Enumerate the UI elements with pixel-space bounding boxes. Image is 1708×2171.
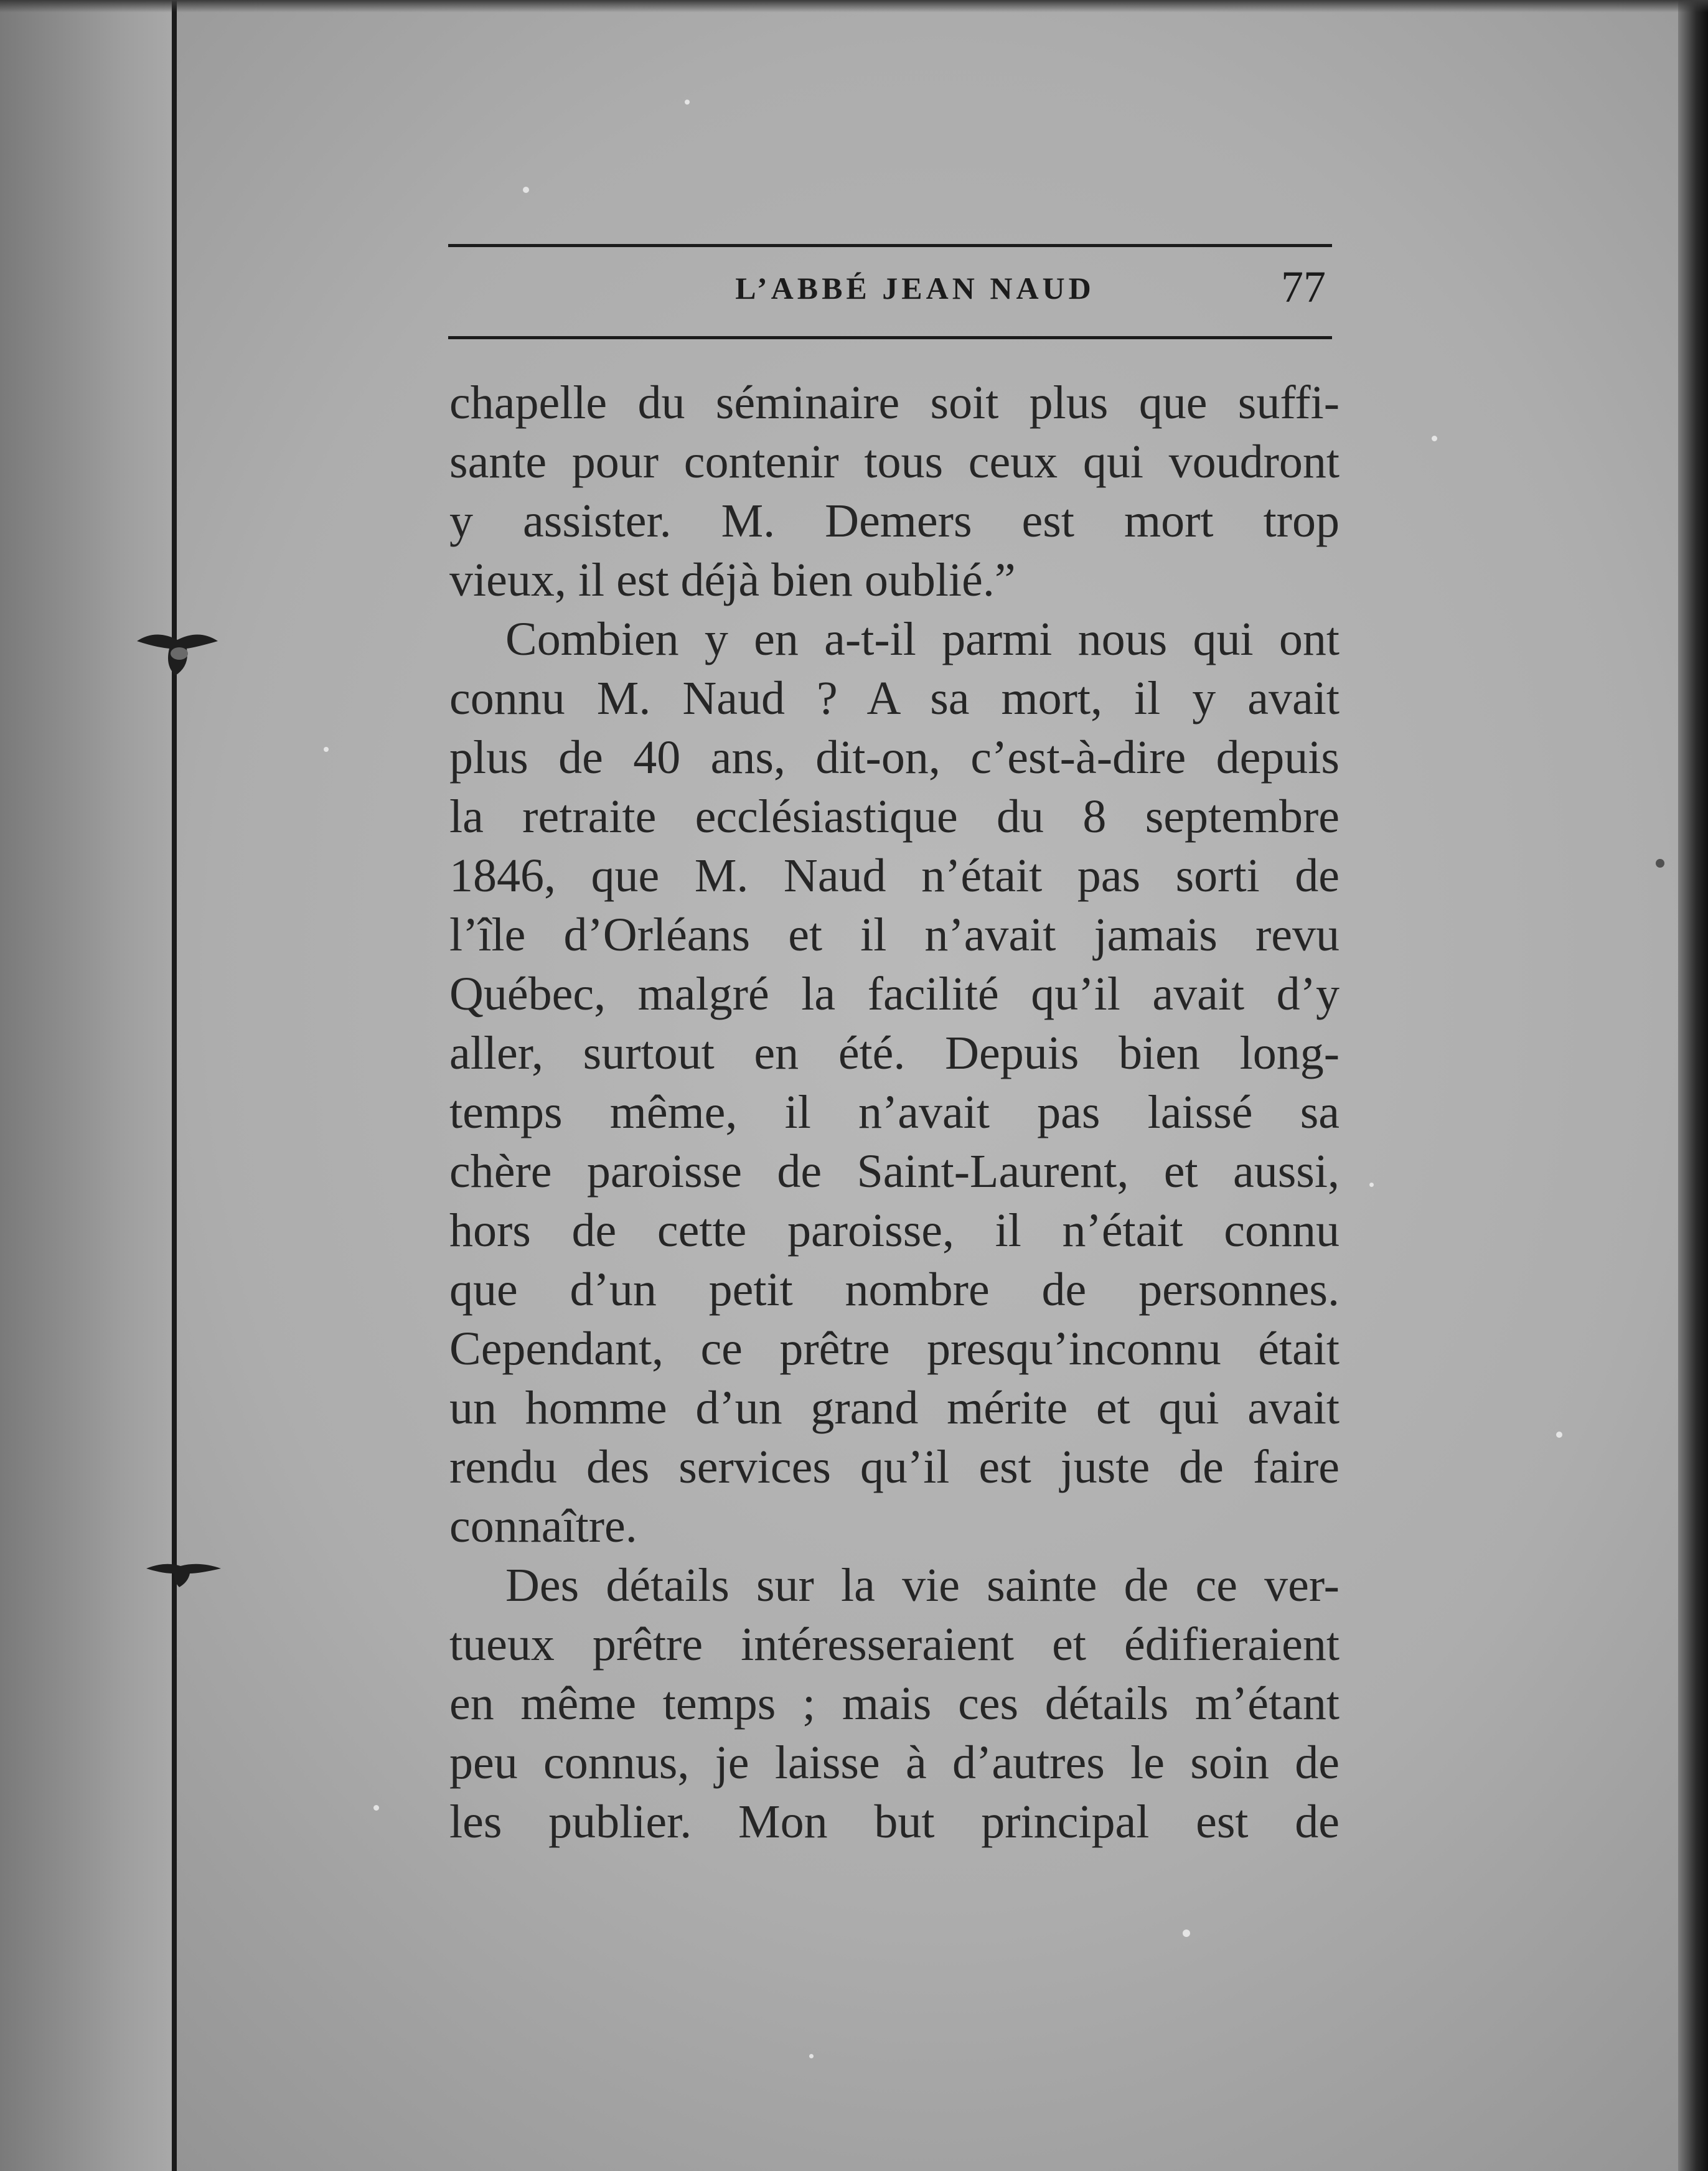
page-top-edge bbox=[0, 0, 1708, 12]
dust-speck bbox=[1369, 1183, 1374, 1187]
text-line: chapelle du séminaire soit plus que suffi- bbox=[449, 377, 1340, 429]
text-line: Combien y en a-t-il parmi nous qui ont bbox=[505, 613, 1340, 665]
text-line: Québec, malgré la facilité qu’il avait d’y bbox=[449, 968, 1340, 1020]
page-number: 77 bbox=[1281, 262, 1326, 312]
text-line: que d’un petit nombre de personnes. bbox=[449, 1264, 1340, 1316]
dust-speck bbox=[373, 1805, 379, 1811]
text-line: sante pour contenir tous ceux qui voudront bbox=[449, 436, 1340, 488]
running-head bbox=[448, 261, 1332, 324]
text-line: vieux, il est déjà bien oublié.” bbox=[449, 554, 1016, 606]
text-line: la retraite ecclésiastique du 8 septembre bbox=[449, 790, 1340, 843]
text-line: l’île d’Orléans et il n’avait jamais revu bbox=[449, 909, 1340, 961]
text-line: y assister. M. Demers est mort trop bbox=[449, 495, 1340, 547]
dust-speck bbox=[324, 747, 329, 752]
text-line: en même temps ; mais ces détails m’étant bbox=[449, 1677, 1340, 1730]
header-rule-top bbox=[448, 244, 1332, 247]
left-margin bbox=[0, 0, 174, 2171]
binding-thread-knot-lower bbox=[137, 1544, 230, 1600]
text-line: un homme d’un grand mérite et qui avait bbox=[449, 1382, 1340, 1434]
text-line: Des détails sur la vie sainte de ce ver- bbox=[505, 1559, 1340, 1611]
dust-speck bbox=[1656, 859, 1664, 868]
text-line: hors de cette paroisse, il n’était connu bbox=[449, 1204, 1340, 1257]
dust-speck bbox=[1556, 1432, 1562, 1438]
dust-speck bbox=[1183, 1930, 1190, 1937]
page-right-edge bbox=[1678, 0, 1708, 2171]
text-line: connaître. bbox=[449, 1500, 637, 1552]
text-line: tueux prêtre intéresseraient et édifieraient bbox=[449, 1618, 1340, 1671]
binding-thread-knot-upper bbox=[131, 622, 224, 678]
text-line: chère paroisse de Saint-Laurent, et aussi, bbox=[449, 1145, 1340, 1198]
text-line: les publier. Mon but principal est de bbox=[449, 1796, 1340, 1848]
binding-gutter-line bbox=[172, 0, 177, 2171]
dust-speck bbox=[685, 100, 690, 105]
dust-speck bbox=[1432, 436, 1437, 441]
text-line: rendu des services qu’il est juste de faire bbox=[449, 1441, 1340, 1493]
running-title: L’ABBÉ JEAN NAUD bbox=[735, 271, 1095, 306]
dust-speck bbox=[809, 2054, 814, 2058]
text-line: aller, surtout en été. Depuis bien long- bbox=[449, 1027, 1340, 1079]
text-line: peu connus, je laisse à d’autres le soin de bbox=[449, 1737, 1340, 1789]
text-line: connu M. Naud ? A sa mort, il y avait bbox=[449, 672, 1340, 724]
dust-speck bbox=[523, 187, 529, 193]
body-text bbox=[449, 373, 1340, 1852]
text-line: Cependant, ce prêtre presqu’inconnu était bbox=[449, 1323, 1340, 1375]
text-line: plus de 40 ans, dit-on, c’est-à-dire depuis bbox=[449, 731, 1340, 784]
header-rule-bottom bbox=[448, 336, 1332, 339]
text-line: temps même, il n’avait pas laissé sa bbox=[449, 1086, 1340, 1138]
text-line: 1846, que M. Naud n’était pas sorti de bbox=[449, 850, 1340, 902]
